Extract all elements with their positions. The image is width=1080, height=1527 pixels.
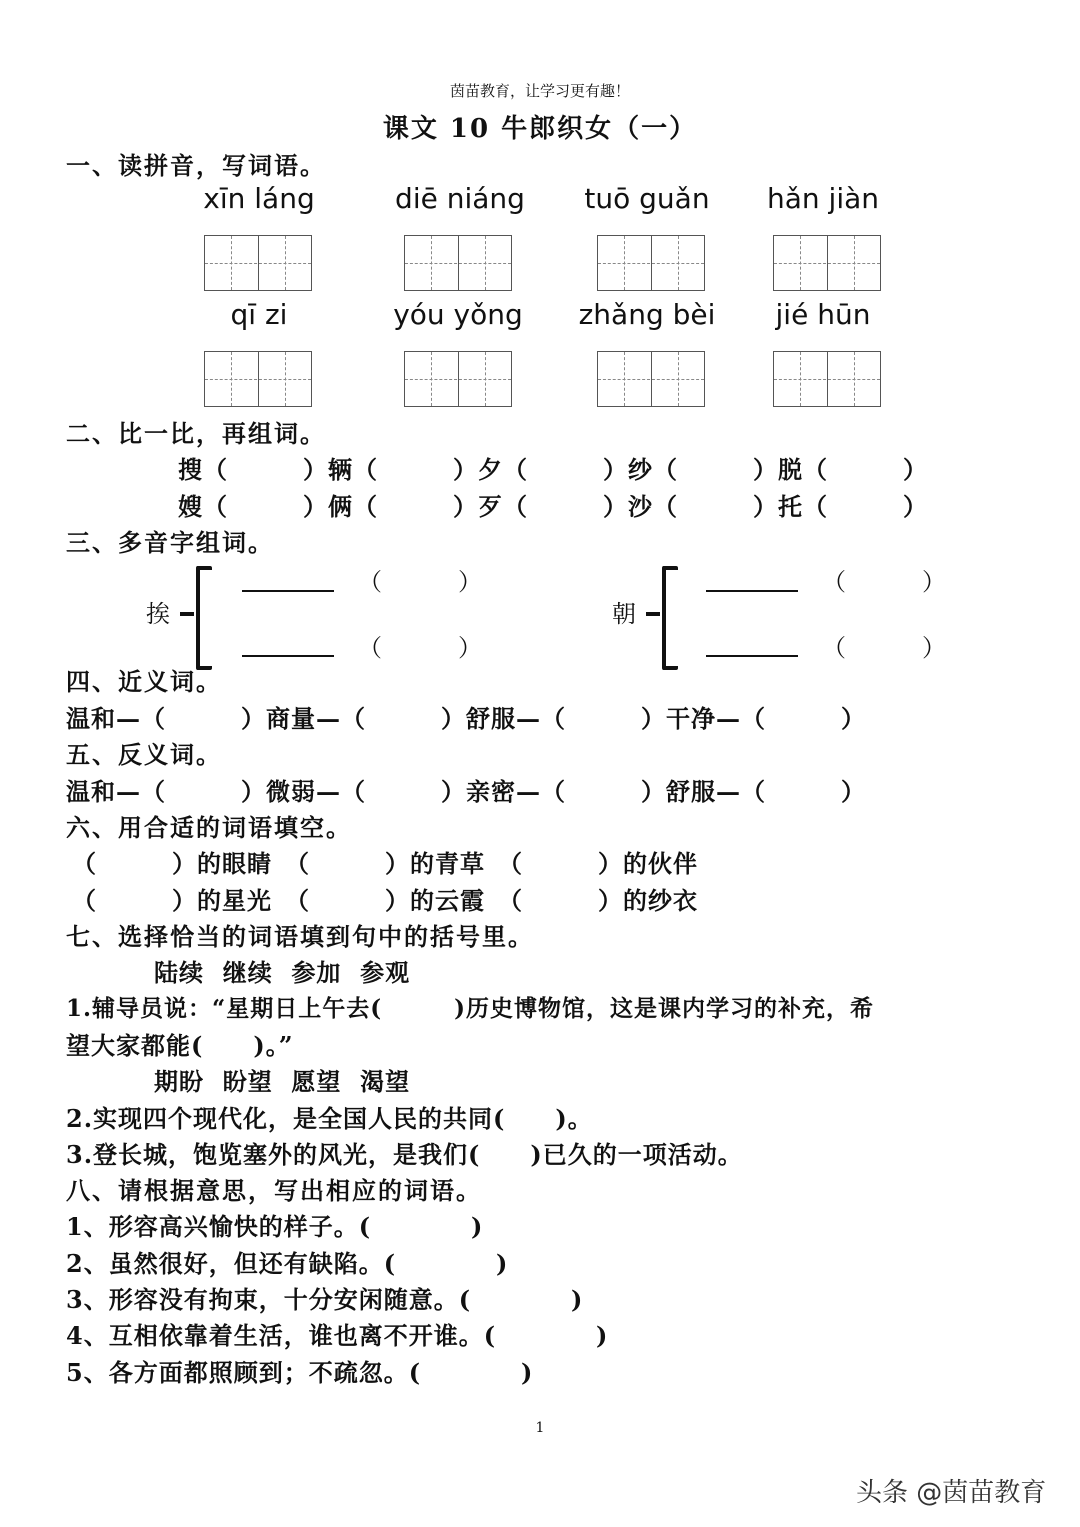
writing-grid[interactable] <box>597 235 705 291</box>
writing-grid[interactable] <box>404 235 512 291</box>
question-2: 2.实现四个现代化，是全国人民的共同( )。 <box>66 1104 593 1133</box>
writing-grid[interactable] <box>597 351 705 407</box>
question-1-line-a: 1.辅导员说：“星期日上午去( )历史博物馆，这是课内学习的补充，希 <box>66 995 875 1022</box>
pinyin-7: zhǎng bèi <box>578 298 716 331</box>
brace-left-1 <box>196 566 212 670</box>
answer-blank[interactable] <box>706 655 798 657</box>
answer-blank[interactable] <box>706 590 798 592</box>
antonym-line: 温和—（ ）微弱—（ ）亲密—（ ）舒服—（ ） <box>66 777 866 806</box>
watermark: 头条 @茵苗教育 <box>856 1478 1047 1508</box>
brace-tick <box>646 612 660 616</box>
pinyin-8: jié hūn <box>775 298 871 331</box>
worksheet-title: 课文 10 牛郎织女（一） <box>382 114 698 144</box>
writing-grid[interactable] <box>204 235 312 291</box>
definition-item-5: 5、各方面都照顾到；不疏忽。( ) <box>66 1358 534 1387</box>
writing-grid[interactable] <box>773 235 881 291</box>
pinyin-6: yóu yǒng <box>393 298 523 331</box>
brace-tick <box>180 612 194 616</box>
section-1-heading: 一、读拼音，写词语。 <box>66 151 326 180</box>
pinyin-paren: （ ） <box>358 634 483 662</box>
word-bank-1: 陆续 继续 参加 参观 <box>154 958 411 987</box>
writing-grid[interactable] <box>204 351 312 407</box>
page-header: 茵苗教育，让学习更有趣！ <box>449 82 630 100</box>
writing-grid[interactable] <box>404 351 512 407</box>
pinyin-3: tuō guǎn <box>584 182 710 215</box>
definition-item-3: 3、形容没有拘束，十分安闲随意。( ) <box>66 1285 584 1314</box>
brace-left-2 <box>662 566 678 670</box>
section-2-heading: 二、比一比，再组词。 <box>66 419 326 448</box>
answer-blank[interactable] <box>242 590 334 592</box>
section-5-heading: 五、反义词。 <box>66 740 222 769</box>
section-8-heading: 八、请根据意思，写出相应的词语。 <box>66 1176 482 1205</box>
definition-item-4: 4、互相依靠着生活，谁也离不开谁。( ) <box>66 1321 609 1350</box>
page-number: 1 <box>535 1420 545 1436</box>
pinyin-paren: （ ） <box>822 568 947 596</box>
writing-grid[interactable] <box>773 351 881 407</box>
question-1-line-b: 望大家都能( )。” <box>66 1031 294 1060</box>
fill-line-2: （ ）的星光 （ ）的云霞 （ ）的纱衣 <box>72 886 698 915</box>
synonym-line: 温和—（ ）商量—（ ）舒服—（ ）干净—（ ） <box>66 704 866 733</box>
section-7-heading: 七、选择恰当的词语填到句中的括号里。 <box>66 922 534 951</box>
question-3: 3.登长城，饱览塞外的风光，是我们( )已久的一项活动。 <box>66 1140 743 1169</box>
pinyin-paren: （ ） <box>822 634 947 662</box>
definition-item-2: 2、虽然很好，但还有缺陷。( ) <box>66 1249 509 1278</box>
polyphone-char-2: 朝 <box>612 600 637 628</box>
compare-line-1: 搜（ ）辆（ ）夕（ ）纱（ ）脱（ ） <box>178 455 928 484</box>
section-6-heading: 六、用合适的词语填空。 <box>66 813 352 842</box>
answer-blank[interactable] <box>242 655 334 657</box>
pinyin-paren: （ ） <box>358 568 483 596</box>
section-4-heading: 四、近义词。 <box>66 667 222 696</box>
section-3-heading: 三、多音字组词。 <box>66 528 274 557</box>
pinyin-2: diē niáng <box>395 182 525 215</box>
pinyin-1: xīn láng <box>203 182 315 215</box>
fill-line-1: （ ）的眼睛 （ ）的青草 （ ）的伙伴 <box>72 849 698 878</box>
definition-item-1: 1、形容高兴愉快的样子。( ) <box>66 1212 484 1241</box>
pinyin-4: hǎn jiàn <box>766 182 879 215</box>
polyphone-char-1: 挨 <box>146 600 171 628</box>
compare-line-2: 嫂（ ）俩（ ）歹（ ）沙（ ）托（ ） <box>178 492 928 521</box>
pinyin-5: qī zi <box>230 298 288 331</box>
word-bank-2: 期盼 盼望 愿望 渴望 <box>154 1067 411 1096</box>
